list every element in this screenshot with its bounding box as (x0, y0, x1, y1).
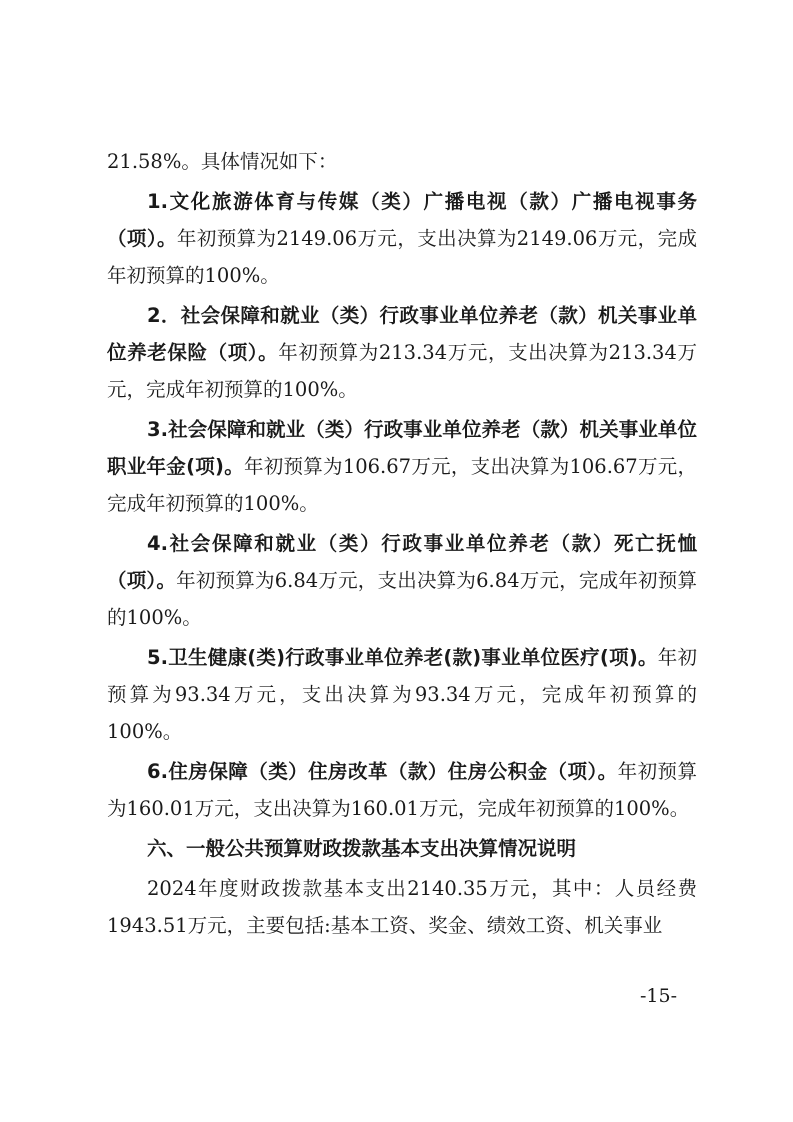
budget-item-title: 4.社会保障和就业（类）行政事业单位养老（款）死亡抚恤（项）。 (107, 532, 697, 592)
page-number: -15- (640, 985, 678, 1007)
budget-item-body: 年初预算为93.34万元，支出决算为93.34万元，完成年初预算的100%。 (107, 646, 697, 743)
document-page (107, 143, 697, 947)
budget-item-title: 1.文化旅游体育与传媒（类）广播电视（款）广播电视事务（项）。 (107, 190, 697, 250)
budget-item-title: 5.卫生健康(类)行政事业单位养老(款)事业单位医疗(项)。 (147, 646, 658, 669)
budget-item-title: 2．社会保障和就业（类）行政事业单位养老（款）机关事业单位养老保险（项）。 (107, 304, 697, 364)
budget-item-title: 3.社会保障和就业（类）行政事业单位养老（款）机关事业单位职业年金(项)。 (107, 418, 697, 478)
budget-item-5 (107, 639, 697, 750)
budget-item-body: 年初预算为6.84万元，支出决算为6.84万元，完成年初预算的100%。 (107, 569, 697, 629)
budget-item-body: 年初预算为106.67万元，支出决算为106.67万元，完成年初预算的100%。 (107, 455, 698, 515)
budget-item-4 (107, 525, 697, 636)
budget-item-body: 年初预算为160.01万元，支出决算为160.01万元，完成年初预算的100%。 (107, 760, 697, 820)
budget-item-6 (107, 753, 697, 827)
section-body: 2024年度财政拨款基本支出2140.35万元，其中：人员经费1943.51万元，主要包括:基本工资、奖金、绩效工资、机关事业 (107, 877, 697, 937)
budget-item-title: 6.住房保障（类）住房改革（款）住房公积金（项）。 (147, 760, 618, 783)
budget-item-body: 年初预算为2149.06万元，支出决算为2149.06万元，完成年初预算的100%。 (107, 227, 697, 287)
budget-item-3 (107, 411, 697, 522)
budget-item-body: 年初预算为213.34万元，支出决算为213.34万元，完成年初预算的100%。 (107, 341, 697, 401)
budget-item-1 (107, 183, 697, 294)
section-heading: 六、一般公共预算财政拨款基本支出决算情况说明 (147, 837, 577, 860)
intro-line: 21.58%。具体情况如下： (107, 150, 338, 173)
budget-item-2 (107, 297, 697, 408)
